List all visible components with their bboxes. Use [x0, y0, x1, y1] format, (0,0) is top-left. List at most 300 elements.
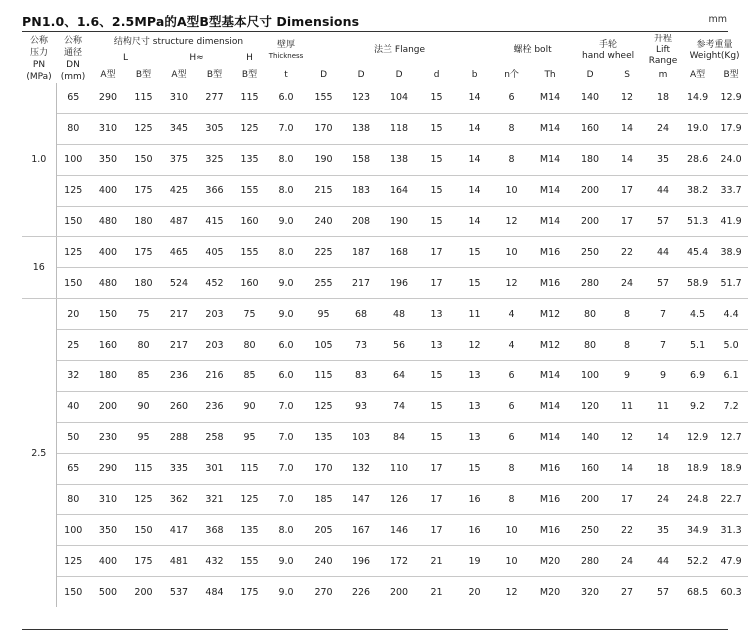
- table-cell: 110: [380, 453, 418, 484]
- table-cell: 230: [90, 422, 126, 453]
- table-cell: M16: [529, 484, 571, 515]
- sub-header: B型: [206, 69, 223, 80]
- table-cell: M16: [529, 237, 571, 268]
- table-cell: 32: [56, 361, 90, 392]
- table-cell: 115: [126, 453, 161, 484]
- top-rule: [22, 31, 728, 32]
- table-cell: 8: [494, 453, 529, 484]
- table-cell: 65: [56, 453, 90, 484]
- table-cell: 11: [645, 391, 681, 422]
- table-cell: M20: [539, 586, 561, 598]
- table-cell: 125: [56, 546, 90, 577]
- sub-header: D: [586, 69, 594, 80]
- table-cell: 38.9: [714, 237, 748, 268]
- table-cell: 350: [90, 515, 126, 546]
- table-cell: 83: [342, 361, 380, 392]
- table-cell: 8: [494, 113, 529, 144]
- table-row: [22, 299, 748, 330]
- table-cell: 320: [580, 586, 600, 598]
- table-cell: 180: [90, 361, 126, 392]
- table-cell: 226: [351, 586, 371, 598]
- table-cell: 20: [468, 586, 481, 598]
- table-cell: 100: [56, 515, 90, 546]
- table-cell: 190: [380, 206, 418, 237]
- table-cell: 100: [56, 144, 90, 175]
- table-cell: 73: [342, 330, 380, 361]
- table-cell: 28.6: [681, 144, 714, 175]
- table-cell: 120: [571, 391, 609, 422]
- table-cell: 18: [645, 83, 681, 113]
- table-cell: 18: [645, 453, 681, 484]
- table-cell: 9: [609, 361, 645, 392]
- table-cell: 190: [305, 144, 342, 175]
- table-row: [22, 144, 748, 175]
- table-cell: 105: [305, 330, 342, 361]
- handwheel-header: 手轮 hand wheel: [581, 39, 635, 61]
- table-cell: 22.7: [714, 484, 748, 515]
- table-cell: 14: [455, 175, 494, 206]
- table-cell: 465: [161, 237, 197, 268]
- table-cell: 405: [197, 237, 232, 268]
- table-cell: 25: [56, 330, 90, 361]
- table-cell: 4: [494, 330, 529, 361]
- table-cell: 4.5: [681, 299, 714, 330]
- table-cell: 168: [380, 237, 418, 268]
- table-cell: 400: [90, 237, 126, 268]
- table-cell: M12: [529, 330, 571, 361]
- sub-header: Th: [544, 69, 556, 80]
- table-cell: 280: [571, 546, 609, 577]
- pn-value: 1.0: [22, 83, 56, 237]
- table-cell: 22: [609, 515, 645, 546]
- table-row: [22, 268, 748, 299]
- table-cell: 51.7: [714, 268, 748, 299]
- table-cell: 310: [90, 484, 126, 515]
- table-cell: 200: [134, 586, 153, 598]
- table-cell: 147: [342, 484, 380, 515]
- table-cell: 125: [232, 113, 267, 144]
- table-title: PN1.0、1.6、2.5MPa的A型B型基本尺寸 Dimensions: [22, 14, 360, 29]
- table-cell: 13: [418, 299, 455, 330]
- table-cell: 368: [197, 515, 232, 546]
- table-cell: 11: [609, 391, 645, 422]
- table-cell: 150: [126, 144, 161, 175]
- table-cell: 125: [232, 484, 267, 515]
- table-cell: 15: [418, 83, 455, 113]
- table-cell: 164: [380, 175, 418, 206]
- table-cell: 255: [305, 268, 342, 299]
- table-cell: 310: [90, 113, 126, 144]
- h-header: H: [246, 53, 253, 64]
- table-cell: 481: [161, 546, 197, 577]
- table-cell: 115: [305, 361, 342, 392]
- table-cell: 183: [342, 175, 380, 206]
- table-cell: 6.0: [267, 361, 305, 392]
- table-cell: 480: [90, 206, 126, 237]
- table-cell: 132: [342, 453, 380, 484]
- table-cell: 12.9: [681, 422, 714, 453]
- table-cell: 14: [609, 453, 645, 484]
- table-cell: 12: [494, 268, 529, 299]
- table-cell: 216: [197, 361, 232, 392]
- table-cell: 325: [197, 144, 232, 175]
- table-cell: 350: [90, 144, 126, 175]
- table-cell: M14: [529, 422, 571, 453]
- table-cell: 17: [418, 484, 455, 515]
- table-cell: 16: [455, 484, 494, 515]
- table-cell: 6: [494, 83, 529, 113]
- table-cell: 167: [342, 515, 380, 546]
- table-cell: 47.9: [714, 546, 748, 577]
- table-cell: 80: [571, 330, 609, 361]
- table-cell: 258: [197, 422, 232, 453]
- dn-header: 公称 通径 DN (mm): [60, 35, 86, 82]
- table-cell: 15: [418, 391, 455, 422]
- table-cell: 8.0: [267, 515, 305, 546]
- table-cell: 52.2: [681, 546, 714, 577]
- table-cell: 225: [305, 237, 342, 268]
- pn-header: 公称 压力 PN (MPa): [26, 35, 52, 82]
- table-cell: 524: [161, 268, 197, 299]
- table-cell: 215: [305, 175, 342, 206]
- table-cell: 155: [232, 175, 267, 206]
- table-cell: 196: [342, 546, 380, 577]
- table-cell: 200: [571, 206, 609, 237]
- table-cell: 103: [342, 422, 380, 453]
- table-cell: 44: [645, 237, 681, 268]
- table-cell: 150: [56, 268, 90, 299]
- table-cell: 18.9: [681, 453, 714, 484]
- table-cell: 80: [126, 330, 161, 361]
- table-cell: 31.3: [714, 515, 748, 546]
- sub-header: A型: [171, 69, 187, 80]
- table-cell: 138: [342, 113, 380, 144]
- table-cell: 172: [380, 546, 418, 577]
- table-cell: 34.9: [681, 515, 714, 546]
- table-cell: 40: [56, 391, 90, 422]
- table-row: [22, 484, 748, 515]
- table-cell: 21: [430, 586, 443, 598]
- table-cell: 16: [455, 515, 494, 546]
- table-cell: 10: [494, 546, 529, 577]
- table-cell: 85: [126, 361, 161, 392]
- sub-header: A型: [100, 69, 116, 80]
- table-cell: 155: [305, 83, 342, 113]
- table-cell: 115: [126, 83, 161, 113]
- table-cell: 160: [232, 206, 267, 237]
- table-cell: M14: [529, 361, 571, 392]
- table-cell: 80: [56, 113, 90, 144]
- table-cell: 15: [418, 206, 455, 237]
- table-cell: 7.0: [267, 484, 305, 515]
- table-cell: M14: [529, 144, 571, 175]
- table-cell: 8.0: [267, 175, 305, 206]
- table-cell: 12: [455, 330, 494, 361]
- table-cell: 345: [161, 113, 197, 144]
- sub-header: D: [395, 69, 403, 80]
- table-cell: M14: [529, 175, 571, 206]
- table-cell: 17: [418, 515, 455, 546]
- table-cell: 60.3: [720, 586, 742, 598]
- table-body: [22, 83, 748, 607]
- table-cell: 48: [380, 299, 418, 330]
- table-cell: 8: [609, 330, 645, 361]
- table-cell: 24.8: [681, 484, 714, 515]
- table-cell: 6.9: [681, 361, 714, 392]
- table-cell: 425: [161, 175, 197, 206]
- table-cell: 180: [126, 268, 161, 299]
- table-cell: 93: [342, 391, 380, 422]
- table-cell: 12.9: [714, 83, 748, 113]
- table-cell: 57: [645, 268, 681, 299]
- table-cell: 14: [455, 83, 494, 113]
- table-cell: 280: [571, 268, 609, 299]
- table-cell: 19.0: [681, 113, 714, 144]
- sub-header: S: [624, 69, 630, 80]
- table-cell: 17: [609, 484, 645, 515]
- table-cell: 44: [645, 546, 681, 577]
- table-cell: 335: [161, 453, 197, 484]
- table-cell: 80: [232, 330, 267, 361]
- table-cell: 95: [305, 299, 342, 330]
- table-cell: 484: [205, 586, 224, 598]
- table-cell: 158: [342, 144, 380, 175]
- table-cell: 400: [90, 546, 126, 577]
- table-cell: 18.9: [714, 453, 748, 484]
- table-cell: 7: [645, 299, 681, 330]
- table-cell: 14: [455, 144, 494, 175]
- table-cell: 14: [609, 113, 645, 144]
- table-cell: 12: [494, 206, 529, 237]
- table-row: [22, 113, 748, 144]
- table-row: [22, 83, 748, 113]
- table-cell: 8: [494, 484, 529, 515]
- sub-header: d: [433, 69, 440, 80]
- table-cell: 95: [232, 422, 267, 453]
- table-cell: M14: [529, 391, 571, 422]
- table-cell: 7.2: [714, 391, 748, 422]
- table-cell: 187: [342, 237, 380, 268]
- table-cell: 9.0: [267, 299, 305, 330]
- table-cell: 115: [232, 453, 267, 484]
- table-cell: 415: [197, 206, 232, 237]
- table-cell: 15: [418, 175, 455, 206]
- table-cell: 68.5: [686, 586, 709, 598]
- table-cell: 50: [56, 422, 90, 453]
- table-cell: 74: [380, 391, 418, 422]
- table-cell: 14.9: [681, 83, 714, 113]
- table-cell: 123: [342, 83, 380, 113]
- table-cell: 75: [232, 299, 267, 330]
- table-cell: 80: [571, 299, 609, 330]
- table-cell: M14: [529, 113, 571, 144]
- table-cell: 125: [56, 175, 90, 206]
- table-cell: 4: [494, 299, 529, 330]
- dimensions-table: [22, 34, 748, 607]
- table-row: [22, 206, 748, 237]
- table-cell: 11: [455, 299, 494, 330]
- thickness-header: 壁厚 Thickness: [268, 39, 304, 60]
- table-cell: 17: [418, 237, 455, 268]
- table-cell: 19: [455, 546, 494, 577]
- table-cell: 12.7: [714, 422, 748, 453]
- table-cell: 500: [98, 586, 118, 598]
- table-cell: 260: [161, 391, 197, 422]
- table-cell: 240: [305, 206, 342, 237]
- table-cell: 150: [56, 206, 90, 237]
- unit-label: mm: [708, 14, 727, 25]
- table-cell: 203: [197, 330, 232, 361]
- table-cell: 160: [232, 268, 267, 299]
- table-cell: 14: [455, 113, 494, 144]
- table-cell: 84: [380, 422, 418, 453]
- table-cell: 200: [571, 175, 609, 206]
- table-cell: 10: [494, 175, 529, 206]
- table-row: [22, 577, 748, 607]
- table-cell: 288: [161, 422, 197, 453]
- table-cell: 138: [380, 144, 418, 175]
- table-cell: 125: [305, 391, 342, 422]
- sub-header: A型: [689, 69, 706, 80]
- table-cell: 250: [571, 237, 609, 268]
- table-cell: 13: [455, 422, 494, 453]
- table-cell: 175: [240, 586, 259, 598]
- table-cell: 35: [645, 144, 681, 175]
- table-cell: 125: [56, 237, 90, 268]
- sub-header: B型: [241, 69, 258, 80]
- sub-header: B型: [135, 69, 152, 80]
- table-cell: 170: [305, 113, 342, 144]
- table-cell: 366: [197, 175, 232, 206]
- table-cell: 27: [621, 586, 634, 598]
- table-cell: M16: [529, 453, 571, 484]
- table-cell: 150: [126, 515, 161, 546]
- pn-value: 2.5: [22, 299, 56, 607]
- table-cell: 7.0: [267, 391, 305, 422]
- table-cell: 7.0: [267, 422, 305, 453]
- table-cell: 17: [418, 453, 455, 484]
- table-cell: 175: [126, 175, 161, 206]
- l-header: L: [122, 53, 128, 64]
- table-row: [22, 361, 748, 392]
- table-cell: 45.4: [681, 237, 714, 268]
- table-cell: 8.0: [267, 237, 305, 268]
- table-cell: 400: [90, 175, 126, 206]
- table-cell: 24: [609, 546, 645, 577]
- table-cell: 17: [418, 268, 455, 299]
- table-row: [22, 237, 748, 268]
- table-cell: 310: [161, 83, 197, 113]
- table-cell: 22: [609, 237, 645, 268]
- table-cell: 9.0: [267, 546, 305, 577]
- table-cell: 65: [56, 83, 90, 113]
- table-row: [22, 422, 748, 453]
- table-cell: 85: [232, 361, 267, 392]
- structure-header: 结构尺寸 structure dimension: [113, 36, 244, 47]
- table-cell: 217: [342, 268, 380, 299]
- table-cell: 13: [455, 391, 494, 422]
- table-cell: 10: [494, 237, 529, 268]
- table-cell: 205: [305, 515, 342, 546]
- table-cell: 8: [609, 299, 645, 330]
- table-cell: 57: [645, 206, 681, 237]
- table-cell: M20: [529, 546, 571, 577]
- table-cell: 236: [161, 361, 197, 392]
- table-cell: 196: [380, 268, 418, 299]
- table-cell: 6: [494, 422, 529, 453]
- table-cell: 6.0: [267, 330, 305, 361]
- table-cell: 51.3: [681, 206, 714, 237]
- table-cell: 12: [609, 83, 645, 113]
- sub-header: n个: [504, 69, 519, 80]
- table-row: [22, 515, 748, 546]
- table-cell: 4.4: [714, 299, 748, 330]
- sub-header: D: [357, 69, 365, 80]
- table-cell: 6.1: [714, 361, 748, 392]
- table-cell: 270: [314, 586, 333, 598]
- table-cell: 12: [609, 422, 645, 453]
- table-cell: 150: [90, 299, 126, 330]
- table-cell: 160: [571, 113, 609, 144]
- table-cell: 15: [455, 237, 494, 268]
- lift-header: 升程 Lift Range: [648, 34, 678, 66]
- table-cell: 68: [342, 299, 380, 330]
- table-cell: M14: [529, 206, 571, 237]
- table-cell: 17: [609, 175, 645, 206]
- table-cell: 100: [571, 361, 609, 392]
- table-cell: 24.0: [714, 144, 748, 175]
- table-cell: 56: [380, 330, 418, 361]
- table-cell: 8: [494, 144, 529, 175]
- table-cell: 90: [126, 391, 161, 422]
- table-cell: 432: [197, 546, 232, 577]
- sub-header: b: [471, 69, 478, 80]
- table-cell: 95: [126, 422, 161, 453]
- table-cell: 38.2: [681, 175, 714, 206]
- table-cell: 5.0: [714, 330, 748, 361]
- table-cell: 41.9: [714, 206, 748, 237]
- table-cell: 24: [645, 484, 681, 515]
- table-cell: 7.0: [267, 453, 305, 484]
- sub-header: t: [284, 69, 288, 80]
- table-cell: 58.9: [681, 268, 714, 299]
- table-cell: 321: [197, 484, 232, 515]
- table-cell: 44: [645, 175, 681, 206]
- table-cell: 236: [197, 391, 232, 422]
- table-cell: M12: [529, 299, 571, 330]
- table-cell: 200: [389, 586, 409, 598]
- table-cell: 140: [571, 422, 609, 453]
- table-cell: 10: [494, 515, 529, 546]
- table-cell: 290: [90, 453, 126, 484]
- table-cell: 90: [232, 391, 267, 422]
- table-row: [22, 175, 748, 206]
- table-row: [22, 453, 748, 484]
- table-cell: 6: [494, 361, 529, 392]
- table-cell: 35: [645, 515, 681, 546]
- table-cell: 15: [418, 144, 455, 175]
- table-cell: 250: [571, 515, 609, 546]
- table-cell: 362: [161, 484, 197, 515]
- table-cell: 13: [455, 361, 494, 392]
- table-cell: 9: [645, 361, 681, 392]
- table-cell: 180: [571, 144, 609, 175]
- table-cell: 200: [571, 484, 609, 515]
- table-cell: 15: [418, 113, 455, 144]
- flange-header: 法兰 Flange: [374, 45, 426, 55]
- table-cell: 14: [609, 144, 645, 175]
- table-cell: 217: [161, 330, 197, 361]
